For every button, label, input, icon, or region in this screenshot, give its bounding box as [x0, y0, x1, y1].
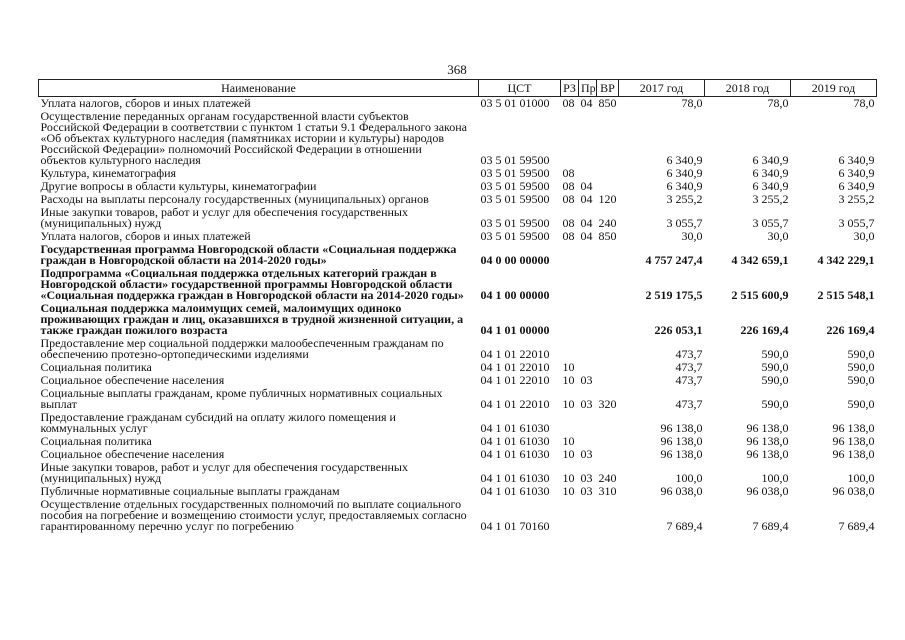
row-2018: 30,0	[767, 229, 789, 243]
row-pr: 03	[580, 484, 593, 498]
row-vr: 240	[598, 471, 617, 485]
row-cst: 03 5 01 59500	[480, 192, 550, 206]
table-row	[39, 337, 877, 361]
row-2017: 96 138,0	[660, 434, 703, 448]
row-rz: 10	[562, 471, 575, 485]
row-name: Культура, кинематография	[40, 166, 177, 180]
row-2019: 78,0	[853, 96, 875, 110]
row-pr: 03	[580, 397, 593, 411]
row-2019: 30,0	[853, 229, 875, 243]
row-pr	[579, 267, 597, 302]
row-vr: 850	[598, 96, 617, 110]
row-name: Осуществление отдельных государственных полномочий по выплате социального пособия на погребение и возмещению стоимости услуг, предоставляемых согласно гарантированному перечню услуг по погребению	[40, 497, 467, 533]
table-row	[39, 387, 877, 411]
row-2018: 78,0	[767, 96, 789, 110]
header-vr: ВР	[597, 80, 619, 97]
header-name: Наименование	[39, 80, 479, 97]
row-rz: 08	[562, 96, 575, 110]
row-2017: 2 519 175,5	[645, 288, 703, 302]
row-pr: 03	[580, 373, 593, 387]
row-rz: 08	[562, 179, 575, 193]
row-rz: 10	[562, 397, 575, 411]
row-name: Осуществление переданных органам государственной власти субъектов Российской Федерации в соответствии с пунктом 1 статьи 9.1 Федерального закона «Об объектах культурного наследия (памятниках истории и культуры) народов Российской Федерации» полномочий Российской Федерации в отношении объектов культурного наследия	[40, 109, 467, 167]
row-cst: 04 1 01 61030	[480, 421, 550, 435]
row-pr	[579, 337, 597, 361]
row-rz: 08	[562, 216, 575, 230]
row-rz: 10	[562, 447, 575, 461]
row-cst: 04 1 01 22010	[480, 397, 550, 411]
row-2018: 590,0	[761, 347, 789, 361]
row-2019: 2 515 548,1	[817, 288, 875, 302]
row-2019: 96 138,0	[832, 421, 875, 435]
row-name: Публичные нормативные социальные выплаты гражданам	[40, 484, 340, 498]
row-2017: 4 757 247,4	[645, 253, 703, 267]
row-pr	[579, 243, 597, 267]
header-cst: ЦСТ	[479, 80, 561, 97]
row-vr	[597, 361, 619, 374]
header-2017: 2017 год	[619, 80, 705, 97]
row-pr	[579, 302, 597, 337]
row-2017: 473,7	[675, 373, 703, 387]
row-vr	[597, 435, 619, 448]
row-cst: 04 1 01 61030	[480, 447, 550, 461]
table-header-row	[39, 80, 877, 97]
header-rz: РЗ	[561, 80, 579, 97]
row-2019: 590,0	[847, 373, 875, 387]
row-rz: 08	[562, 192, 575, 206]
row-name: Уплата налогов, сборов и иных платежей	[40, 96, 251, 110]
row-2017: 6 340,9	[666, 153, 703, 167]
row-2019: 96 038,0	[832, 484, 875, 498]
row-2018: 3 255,2	[752, 192, 789, 206]
row-2018: 7 689,4	[752, 519, 789, 533]
row-cst: 03 5 01 59500	[480, 166, 550, 180]
row-2019: 96 138,0	[832, 447, 875, 461]
row-2018: 6 340,9	[752, 179, 789, 193]
row-2018: 96 138,0	[746, 434, 789, 448]
row-rz: 10	[562, 434, 575, 448]
row-2018: 590,0	[761, 397, 789, 411]
row-vr: 850	[598, 229, 617, 243]
row-name: Предоставление мер социальной поддержки малообеспеченным гражданам по обеспечению протезно-ортопедическими изделиями	[40, 336, 444, 361]
row-vr	[597, 302, 619, 337]
row-vr	[597, 267, 619, 302]
row-name: Другие вопросы в области культуры, кинематографии	[40, 179, 317, 193]
row-name: Иные закупки товаров, работ и услуг для обеспечения государственных (муниципальных) нужд	[40, 205, 408, 230]
row-rz: 10	[562, 360, 575, 374]
row-2018: 2 515 600,9	[731, 288, 789, 302]
row-2019: 4 342 229,1	[817, 253, 875, 267]
row-2018: 3 055,7	[752, 216, 789, 230]
row-2019: 590,0	[847, 360, 875, 374]
row-vr	[597, 243, 619, 267]
table-row	[39, 97, 877, 111]
budget-table	[38, 79, 877, 533]
row-pr: 03	[580, 447, 593, 461]
row-name: Подпрограмма «Социальная поддержка отдельных категорий граждан в Новгородской области» государственной программы Новгородской области «Социальная поддержка граждан в Новгородской области на 2014-2020 годы»	[40, 266, 464, 302]
row-2017: 96 138,0	[660, 421, 703, 435]
row-rz	[561, 243, 579, 267]
header-pr: Пр	[579, 80, 597, 97]
row-2018: 6 340,9	[752, 153, 789, 167]
table-row	[39, 461, 877, 485]
row-vr: 240	[598, 216, 617, 230]
row-2018: 590,0	[761, 373, 789, 387]
row-rz	[561, 267, 579, 302]
row-2018: 6 340,9	[752, 166, 789, 180]
table-row	[39, 267, 877, 302]
row-pr: 03	[580, 471, 593, 485]
row-2017: 473,7	[675, 397, 703, 411]
row-rz	[561, 498, 579, 533]
row-vr: 320	[598, 397, 617, 411]
row-cst: 03 5 01 59500	[480, 153, 550, 167]
row-name: Социальная политика	[40, 434, 152, 448]
row-2018: 226 169,4	[740, 323, 789, 337]
row-pr	[579, 110, 597, 167]
row-rz: 08	[562, 166, 575, 180]
row-vr	[597, 167, 619, 180]
row-vr	[597, 498, 619, 533]
row-2017: 78,0	[681, 96, 703, 110]
row-cst: 03 5 01 01000	[480, 96, 550, 110]
row-2019: 590,0	[847, 347, 875, 361]
row-2018: 96 138,0	[746, 447, 789, 461]
row-cst: 04 1 01 61030	[480, 434, 550, 448]
row-cst: 04 1 01 22010	[480, 360, 550, 374]
row-name: Иные закупки товаров, работ и услуг для обеспечения государственных (муниципальных) нужд	[40, 460, 408, 485]
row-2019: 7 689,4	[838, 519, 875, 533]
row-2017: 7 689,4	[666, 519, 703, 533]
row-cst: 04 1 01 61030	[480, 484, 550, 498]
row-vr: 310	[598, 484, 617, 498]
row-rz	[561, 411, 579, 435]
row-name: Социальное обеспечение населения	[40, 373, 225, 387]
row-vr	[597, 337, 619, 361]
row-rz	[561, 110, 579, 167]
table-row	[39, 110, 877, 167]
row-pr: 04	[580, 216, 593, 230]
row-2018: 96 038,0	[746, 484, 789, 498]
row-2019: 3 055,7	[838, 216, 875, 230]
table-row	[39, 302, 877, 337]
row-name: Расходы на выплаты персоналу государственных (муниципальных) органов	[40, 192, 429, 206]
row-2019: 6 340,9	[838, 166, 875, 180]
row-cst: 03 5 01 59500	[480, 229, 550, 243]
table-row	[39, 411, 877, 435]
row-rz	[561, 302, 579, 337]
row-cst: 04 1 01 22010	[480, 347, 550, 361]
row-name: Социальная политика	[40, 360, 152, 374]
row-cst: 04 1 01 70160	[480, 519, 550, 533]
row-vr	[597, 448, 619, 461]
row-2017: 100,0	[675, 471, 703, 485]
row-2017: 96 038,0	[660, 484, 703, 498]
row-2019: 590,0	[847, 397, 875, 411]
row-name: Государственная программа Новгородской области «Социальная поддержка граждан в Новгородской области на 2014-2020 годы»	[40, 242, 457, 267]
row-vr	[597, 110, 619, 167]
row-2017: 3 055,7	[666, 216, 703, 230]
row-2017: 6 340,9	[666, 166, 703, 180]
row-vr: 120	[598, 192, 617, 206]
row-cst: 04 1 01 22010	[480, 373, 550, 387]
row-2019: 3 255,2	[838, 192, 875, 206]
row-pr	[579, 411, 597, 435]
header-2019: 2019 год	[791, 80, 877, 97]
row-rz	[561, 337, 579, 361]
row-rz: 08	[562, 229, 575, 243]
row-name: Предоставление гражданам субсидий на оплату жилого помещения и коммунальных услуг	[40, 410, 396, 435]
row-2019: 96 138,0	[832, 434, 875, 448]
row-name: Уплата налогов, сборов и иных платежей	[40, 229, 251, 243]
row-vr	[597, 411, 619, 435]
row-cst: 03 5 01 59500	[480, 179, 550, 193]
row-2018: 96 138,0	[746, 421, 789, 435]
row-pr: 04	[580, 192, 593, 206]
table-row	[39, 243, 877, 267]
row-2019: 226 169,4	[826, 323, 875, 337]
row-2019: 6 340,9	[838, 153, 875, 167]
row-pr	[579, 498, 597, 533]
row-2017: 96 138,0	[660, 447, 703, 461]
row-name: Социальные выплаты гражданам, кроме публичных нормативных социальных выплат	[40, 386, 443, 411]
row-2017: 3 255,2	[666, 192, 703, 206]
row-2017: 473,7	[675, 360, 703, 374]
table-row	[39, 206, 877, 230]
row-cst: 04 1 01 61030	[480, 471, 550, 485]
table-row	[39, 498, 877, 533]
row-cst: 03 5 01 59500	[480, 216, 550, 230]
row-2018: 100,0	[761, 471, 789, 485]
row-cst: 04 1 01 00000	[480, 323, 550, 337]
header-2018: 2018 год	[705, 80, 791, 97]
row-name: Социальная поддержка малоимущих семей, малоимущих одиноко проживающих граждан и лиц, оказавшихся в трудной жизненной ситуации, а также граждан пожилого возраста	[40, 301, 464, 337]
row-2017: 226 053,1	[654, 323, 703, 337]
row-2019: 100,0	[847, 471, 875, 485]
row-cst: 04 1 00 00000	[480, 288, 550, 302]
row-pr: 04	[580, 96, 593, 110]
row-2017: 6 340,9	[666, 179, 703, 193]
row-2018: 4 342 659,1	[731, 253, 789, 267]
row-rz: 10	[562, 373, 575, 387]
row-vr	[597, 374, 619, 387]
row-2018: 590,0	[761, 360, 789, 374]
row-cst: 04 0 00 00000	[480, 253, 550, 267]
row-2017: 30,0	[681, 229, 703, 243]
row-rz: 10	[562, 484, 575, 498]
row-name: Социальное обеспечение населения	[40, 447, 225, 461]
page-number: 368	[447, 62, 467, 77]
row-pr: 04	[580, 179, 593, 193]
row-pr: 04	[580, 229, 593, 243]
row-2019: 6 340,9	[838, 179, 875, 193]
row-2017: 473,7	[675, 347, 703, 361]
